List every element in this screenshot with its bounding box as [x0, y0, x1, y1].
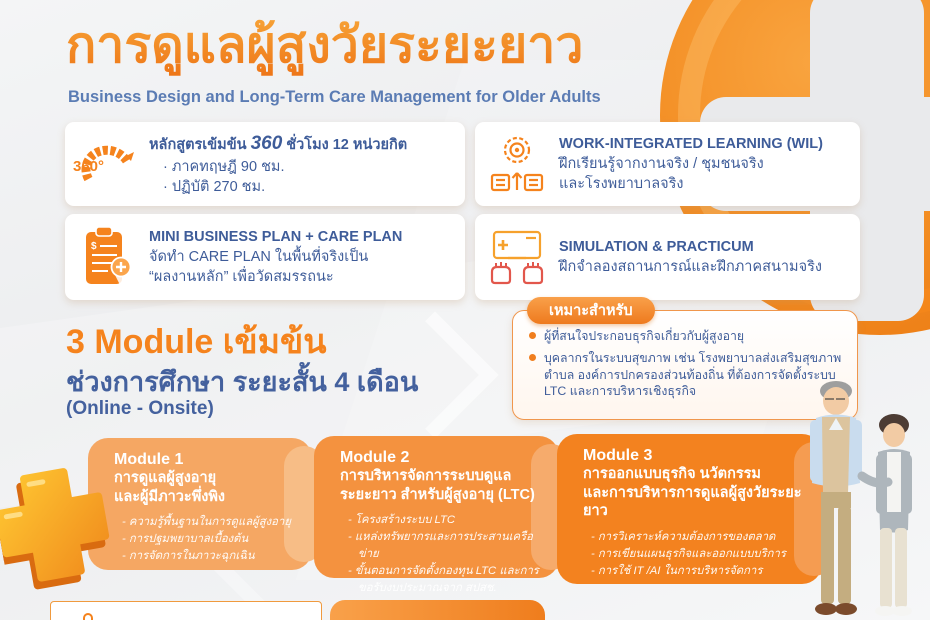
care-plan-clipboard-icon — [65, 225, 149, 289]
module-topics — [114, 514, 304, 565]
module-topic: - การจัดการในภาวะฉุกเฉิน — [122, 549, 255, 562]
feature-line: จัดทำ CARE PLAN ในพื้นที่จริงเป็น — [149, 249, 369, 265]
program-duration: ช่วงการศึกษา ระยะสั้น 4 เดือน — [66, 367, 419, 397]
bottom-outline-box — [50, 601, 322, 620]
feature-text — [559, 237, 860, 277]
bullet-dot-icon — [529, 332, 536, 339]
care-plan-clipboard-icon — [80, 225, 134, 289]
suitable-bullet: บุคลากรในระบบสุขภาพ เช่น โรงพยาบาลส่งเสริมสุขภาพตำบล องค์การปกครองส่วนท้องถิ่น ที่ต้องการจัดตั้งระบบ LTC และการบริหารเชิงธุรกิจ — [544, 351, 842, 399]
svg-text:$: $ — [91, 241, 97, 252]
module-name: Module 2 — [340, 449, 410, 466]
module-name: Module 1 — [114, 451, 184, 468]
bullet-dot-icon — [529, 354, 536, 361]
orange-3d-plus-icon — [0, 449, 126, 596]
module-topic: - การใช้ IT /AI ในการบริหารจัดการ — [591, 564, 763, 577]
feature-text — [149, 227, 465, 287]
elderly-couple-photo — [792, 378, 930, 620]
feature-course-hours — [65, 122, 465, 206]
feature-title — [149, 131, 459, 157]
list-item — [529, 328, 845, 344]
module-3-card — [557, 434, 822, 584]
module-topics — [583, 529, 814, 580]
program-headline: 3 Module เข้มข้น — [66, 323, 327, 361]
feature-title: WORK-INTEGRATED LEARNING (WIL) — [559, 136, 823, 152]
module-title-line: การดูแลผู้สูงอายุ — [114, 470, 217, 486]
module-topic: - การปฐมพยาบาลเบื้องต้น — [122, 533, 249, 546]
feature-line: ฝึกเรียนรู้จากงานจริง / ชุมชนจริง — [559, 156, 764, 172]
module-title-line: และการบริหารการดูแลผู้สูงวัยระยะยาว — [583, 484, 802, 520]
360-degree-icon — [65, 134, 149, 194]
page-subtitle: Business Design and Long-Term Care Management for Older Adults — [68, 88, 601, 106]
module-topic: - ขั้นตอนการจัดตั้งกองทุน LTC และการขอรับงบประมาณจาก สปสช. — [348, 564, 539, 594]
feature-text — [149, 131, 465, 197]
module-topic: - การวิเคราะห์ความต้องการของตลาด — [591, 530, 776, 543]
feature-line: · ปฏิบัติ 270 ชม. — [163, 179, 266, 196]
feature-title: MINI BUSINESS PLAN + CARE PLAN — [149, 229, 403, 245]
feature-text — [559, 134, 860, 194]
simulation-hands-icon — [486, 228, 548, 286]
feature-title-prefix: หลักสูตรเข้มข้น — [149, 136, 247, 153]
feature-title-number: 360 — [250, 132, 283, 154]
module-title-line: และผู้มีภาวะพึ่งพิง — [114, 488, 225, 505]
360-badge: 360° — [73, 158, 105, 175]
feature-simulation — [475, 214, 860, 300]
bottom-orange-button[interactable] — [330, 600, 545, 620]
module-topic: - โครงสร้างระบบ LTC — [348, 514, 456, 527]
module-title-line: การออกแบบธุรกิจ นวัตกรรม — [583, 466, 761, 482]
module-title — [583, 465, 814, 521]
feature-line: “ผลงานหลัก” เพื่อวัดสมรรถนะ — [149, 269, 334, 285]
module-topic: - แหล่งทรัพยากรและการประสานเครือข่าย — [348, 531, 533, 560]
simulation-hands-icon — [475, 228, 559, 286]
elderly-couple-photo — [792, 378, 930, 620]
feature-line: ฝึกจำลองสถานการณ์และฝึกภาคสนามจริง — [559, 259, 822, 275]
module-title — [340, 467, 551, 504]
feature-title: SIMULATION & PRACTICUM — [559, 239, 754, 255]
feature-wil — [475, 122, 860, 206]
wil-gear-books-icon — [475, 133, 559, 195]
module-title — [114, 469, 304, 506]
orange-3d-plus-icon — [0, 449, 126, 596]
module-topic: - การเขียนแผนธุรกิจและออกแบบบริการ — [591, 547, 786, 560]
feature-line: · ภาคทฤษฎี 90 ชม. — [163, 159, 285, 176]
feature-title-suffix: ชั่วโมง 12 หน่วยกิต — [286, 136, 408, 153]
wil-gear-books-icon — [488, 133, 546, 195]
module-topic: - ความรู้พื้นฐานในการดูแลผู้สูงอายุ — [122, 516, 291, 529]
suitable-bullet: ผู้ที่สนใจประกอบธุรกิจเกี่ยวกับผู้สูงอายุ — [544, 329, 745, 343]
suitable-for-label: เหมาะสำหรับ — [527, 297, 655, 324]
page-title: การดูแลผู้สูงวัยระยะยาว — [66, 6, 583, 85]
module-topics — [340, 512, 551, 597]
module-name: Module 3 — [583, 447, 653, 464]
feature-business-plan — [65, 214, 465, 300]
bottom-box-icon — [83, 613, 93, 620]
module-2-card — [314, 436, 559, 594]
module-title-line: การบริหารจัดการระบบดูแล — [340, 468, 512, 484]
feature-line: และโรงพยาบาลจริง — [559, 176, 684, 192]
module-title-line: ระยะยาว สำหรับผู้สูงอายุ (LTC) — [340, 486, 535, 503]
program-mode: (Online - Onsite) — [66, 398, 214, 419]
